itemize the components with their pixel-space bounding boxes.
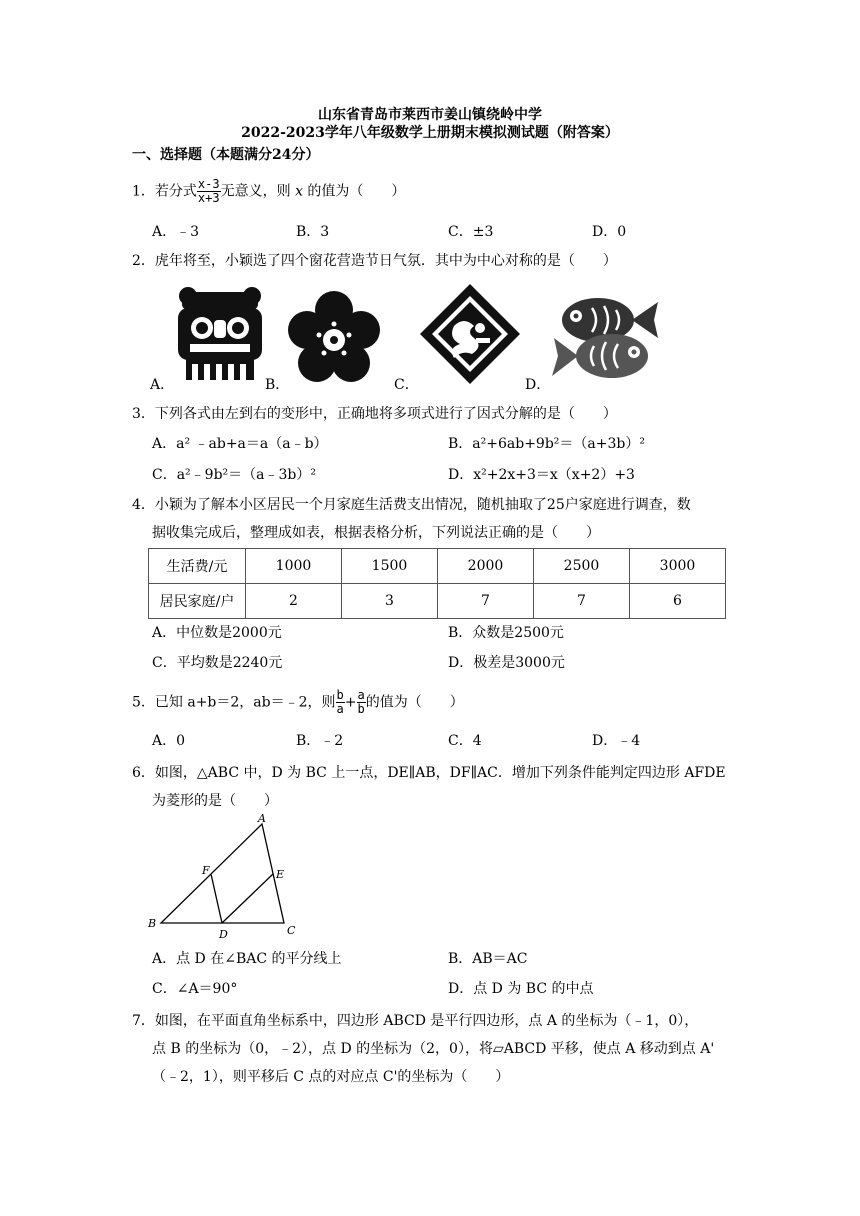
q3-option-a[interactable]: A．a² ﹣ab+a＝a（a﹣b）	[152, 436, 328, 452]
q1-suffix-b: 的值为（ ）	[302, 183, 406, 200]
question-6-line1: 6．如图，△ABC 中，D 为 BC 上一点，DE∥AB，DF∥AC．增加下列条件能判定四边形 AFDE	[132, 765, 726, 781]
q5-suffix: 的值为（ ）	[365, 694, 464, 711]
q1-frac-den: x+3	[197, 191, 220, 205]
page-subtitle: 2022-2023学年八年级数学上册期末模拟测试题（附答案）	[241, 125, 619, 141]
question-7-line3: （﹣2，1），则平移后 C 点的对应点 C'的坐标为（ ）	[152, 1069, 510, 1085]
table-cell: 7	[534, 584, 630, 619]
label-a: A	[258, 812, 266, 825]
table-cell: 2000	[438, 549, 534, 584]
table-header-cell: 生活费/元	[149, 549, 246, 584]
label-c: C	[287, 924, 296, 937]
table-cell: 6	[630, 584, 726, 619]
q1-option-b[interactable]: B．3	[296, 224, 330, 240]
question-5	[132, 689, 464, 716]
q5-fraction-2	[357, 689, 366, 716]
plum-blossom-papercut-icon[interactable]	[286, 290, 382, 386]
q6-option-b[interactable]: B．AB＝AC	[448, 951, 528, 967]
q1-option-d[interactable]: D．0	[592, 224, 627, 240]
q1-fraction	[197, 178, 221, 205]
q3-option-c[interactable]: C．a²﹣9b²＝（a﹣3b）²	[152, 467, 316, 483]
diamond-papercut-icon[interactable]	[418, 282, 522, 386]
q4-option-a[interactable]: A．中位数是2000元	[152, 625, 282, 641]
table-cell: 2	[246, 584, 342, 619]
table-cell: 2500	[534, 549, 630, 584]
q5-frac1-num: b	[336, 688, 344, 702]
table-header-cell: 居民家庭/户	[149, 584, 246, 619]
label-e: E	[276, 868, 285, 881]
q4-option-d[interactable]: D．极差是3000元	[448, 655, 565, 671]
question-2: 2．虎年将至，小颖选了四个窗花营造节日气氛．其中为中心对称的是（ ）	[132, 253, 617, 269]
q1-var: x	[295, 183, 303, 200]
q1-option-c[interactable]: C．±3	[448, 224, 494, 240]
question-4-line1: 4．小颖为了解本小区居民一个月家庭生活费支出情况，随机抽取了25户家庭进行调查，数	[132, 497, 691, 513]
q5-option-d[interactable]: D．﹣4	[592, 733, 641, 749]
table-cell: 3000	[630, 549, 726, 584]
section-heading: 一、选择题（本题满分24分）	[132, 147, 320, 163]
question-7-line2: 点 B 的坐标为（0，﹣2），点 D 的坐标为（2，0），将▱ABCD 平移，使点 A 移动到点 A'	[152, 1041, 715, 1057]
table-cell: 7	[438, 584, 534, 619]
question-6-line2: 为菱形的是（ ）	[152, 793, 278, 809]
q5-frac2-num: a	[357, 688, 365, 702]
q3-option-b[interactable]: B．a²+6ab+9b²＝（a+3b）²	[448, 436, 645, 452]
page-title: 山东省青岛市莱西市姜山镇绕岭中学	[318, 107, 542, 123]
q4-option-b[interactable]: B．众数是2500元	[448, 625, 564, 641]
fish-papercut-icon[interactable]	[548, 290, 664, 386]
lion-papercut-icon[interactable]	[172, 284, 268, 384]
triangle-abc	[161, 824, 284, 923]
label-b: B	[148, 917, 157, 930]
question-1	[132, 178, 405, 205]
q4-option-c[interactable]: C．平均数是2240元	[152, 655, 283, 671]
q5-option-a[interactable]: A．0	[152, 733, 186, 749]
segment-df	[211, 874, 222, 923]
segment-de	[222, 874, 273, 923]
q5-frac1-den: a	[336, 702, 344, 716]
q6-option-d[interactable]: D．点 D 为 BC 的中点	[448, 981, 594, 997]
q2-label-c: C．	[394, 377, 419, 393]
q1-suffix-a: 无意义，则	[220, 183, 296, 200]
q2-label-d: D．	[525, 377, 551, 393]
table-cell: 1000	[246, 549, 342, 584]
q5-prefix: 5．已知 a+b＝2，ab＝﹣2，则	[132, 694, 336, 711]
q5-option-b[interactable]: B．﹣2	[296, 733, 344, 749]
q1-option-a[interactable]: A．﹣3	[152, 224, 200, 240]
q6-option-c[interactable]: C．∠A＝90°	[152, 981, 238, 997]
question-4-line2: 据收集完成后，整理成如表，根据表格分析，下列说法正确的是（ ）	[152, 525, 600, 541]
q2-label-b: B．	[265, 377, 290, 393]
living-expense-table	[148, 548, 726, 619]
q3-option-d[interactable]: D．x²+2x+3＝x（x+2）+3	[448, 467, 635, 483]
q6-option-a[interactable]: A．点 D 在∠BAC 的平分线上	[152, 951, 342, 967]
q5-frac2-den: b	[357, 702, 365, 716]
question-3: 3．下列各式由左到右的变形中，正确地将多项式进行了因式分解的是（ ）	[132, 406, 617, 422]
table-row	[149, 584, 726, 619]
label-d: D	[219, 928, 228, 940]
q2-label-a: A．	[150, 377, 175, 393]
label-f: F	[202, 864, 210, 877]
q5-option-c[interactable]: C．4	[448, 733, 482, 749]
question-7-line1: 7．如图，在平面直角坐标系中，四边形 ABCD 是平行四边形，点 A 的坐标为（﹣1，0），	[132, 1013, 699, 1029]
q5-fraction-1	[336, 689, 345, 716]
triangle-figure	[144, 812, 304, 940]
q5-plus: +	[344, 694, 357, 711]
table-row	[149, 549, 726, 584]
q1-prefix: 1．若分式	[132, 183, 197, 200]
q1-frac-num: x-3	[197, 177, 220, 191]
table-cell: 3	[342, 584, 438, 619]
table-cell: 1500	[342, 549, 438, 584]
